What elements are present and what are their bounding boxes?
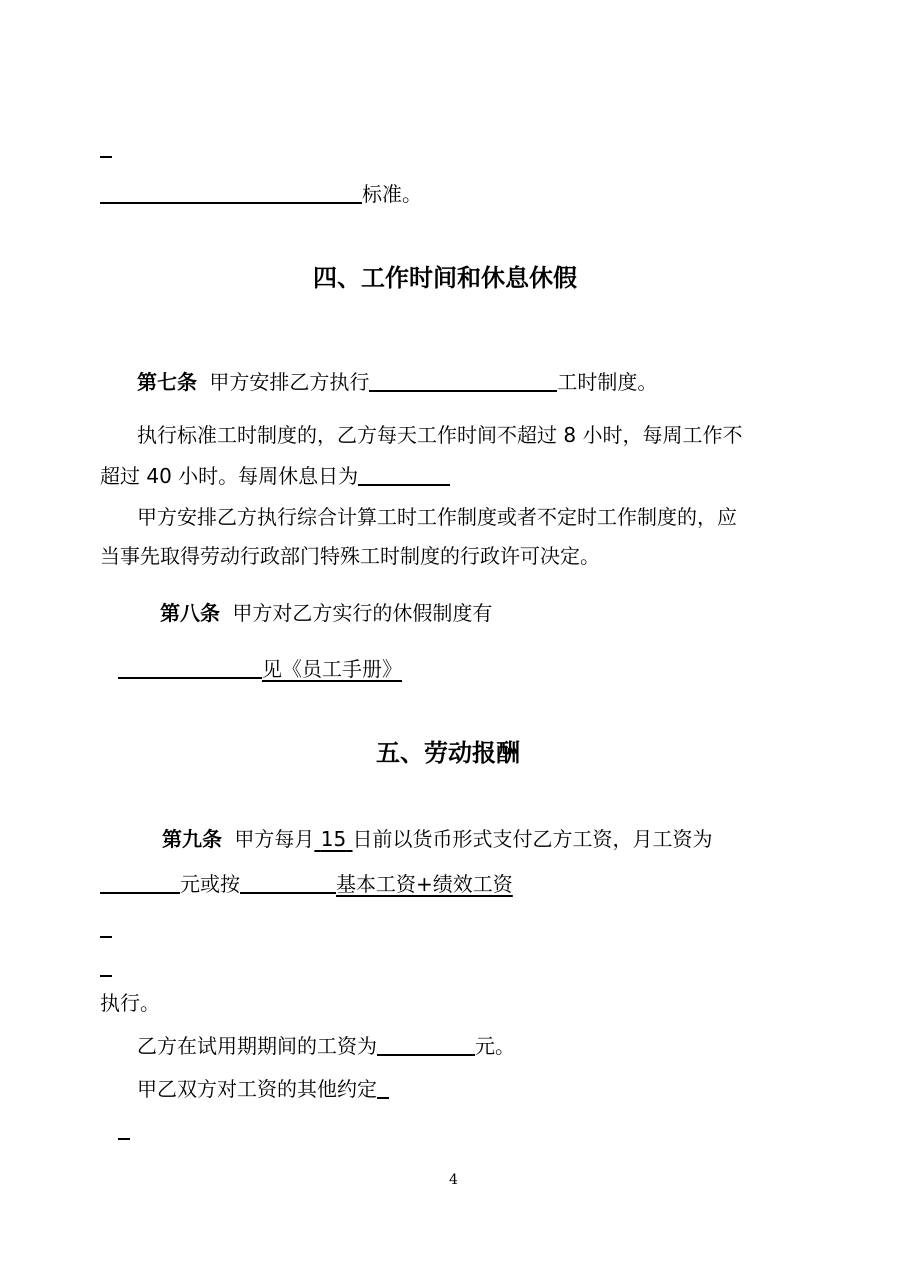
article-8-value: 见《员工手册》 [262,657,402,681]
blank-field [358,464,450,486]
article-7-text: 甲方安排乙方执行 [209,370,370,394]
blank-field [100,872,180,894]
blank-field [369,370,557,392]
section-5-title: 五、劳动报酬 [376,739,520,767]
page-number: 4 [449,1172,458,1188]
standard-line [100,182,422,204]
article-7 [137,370,657,392]
article-8-label: 第八条 [160,601,220,625]
blank-field [100,182,362,204]
dash-line-1 [100,136,112,158]
std-hours-line-1: 执行标准工时制度的，乙方每天工作时间不超过 8 小时，每周工作不 [137,423,743,447]
other-terms-text: 甲乙双方对工资的其他约定 [137,1077,377,1101]
article-9-label: 第九条 [162,827,222,851]
article-8 [160,603,492,623]
dash-mark [118,1118,130,1140]
standard-suffix: 标准。 [362,182,422,206]
probation-suffix: 元。 [475,1034,515,1058]
article-9-day: 15 [320,827,347,851]
comp-hours-line-1: 甲方安排乙方执行综合计算工时工作制度或者不定时工作制度的，应 [137,505,737,529]
article-9-text-b: 日前以货币形式支付乙方工资，月工资为 [352,827,713,851]
dash-line-3 [100,955,112,977]
execute-line: 执行。 [100,991,160,1015]
other-terms-line [137,1077,389,1099]
article-7-label: 第七条 [137,370,197,394]
std-hours-text: 超过 40 小时。每周休息日为 [100,464,359,488]
article-9 [162,829,713,849]
article-9-text-a: 甲方每月 [234,827,315,851]
dash-line-4 [118,1118,130,1140]
blank-field [377,1034,475,1056]
article-9-value: 基本工资+绩效工资 [336,872,513,896]
dash-line-2 [100,916,112,938]
article-8-text: 甲方对乙方实行的休假制度有 [232,601,493,625]
article-9-yuan-or: 元或按 [180,872,240,896]
probation-line [137,1034,515,1056]
dash-mark [100,955,112,977]
dash-mark [100,916,112,938]
blank-field [240,872,336,894]
section-4-title: 四、工作时间和休息休假 [313,264,577,292]
comp-hours-line-2: 当事先取得劳动行政部门特殊工时制度的行政许可决定。 [100,544,600,568]
article-8-value-line [118,657,402,679]
article-9-line-2 [100,872,513,894]
dash-mark [100,136,112,158]
article-7-suffix: 工时制度。 [557,370,658,394]
std-hours-line-2 [100,464,450,486]
dash-mark [377,1077,389,1099]
probation-text: 乙方在试用期期间的工资为 [137,1034,377,1058]
blank-field [118,657,262,679]
